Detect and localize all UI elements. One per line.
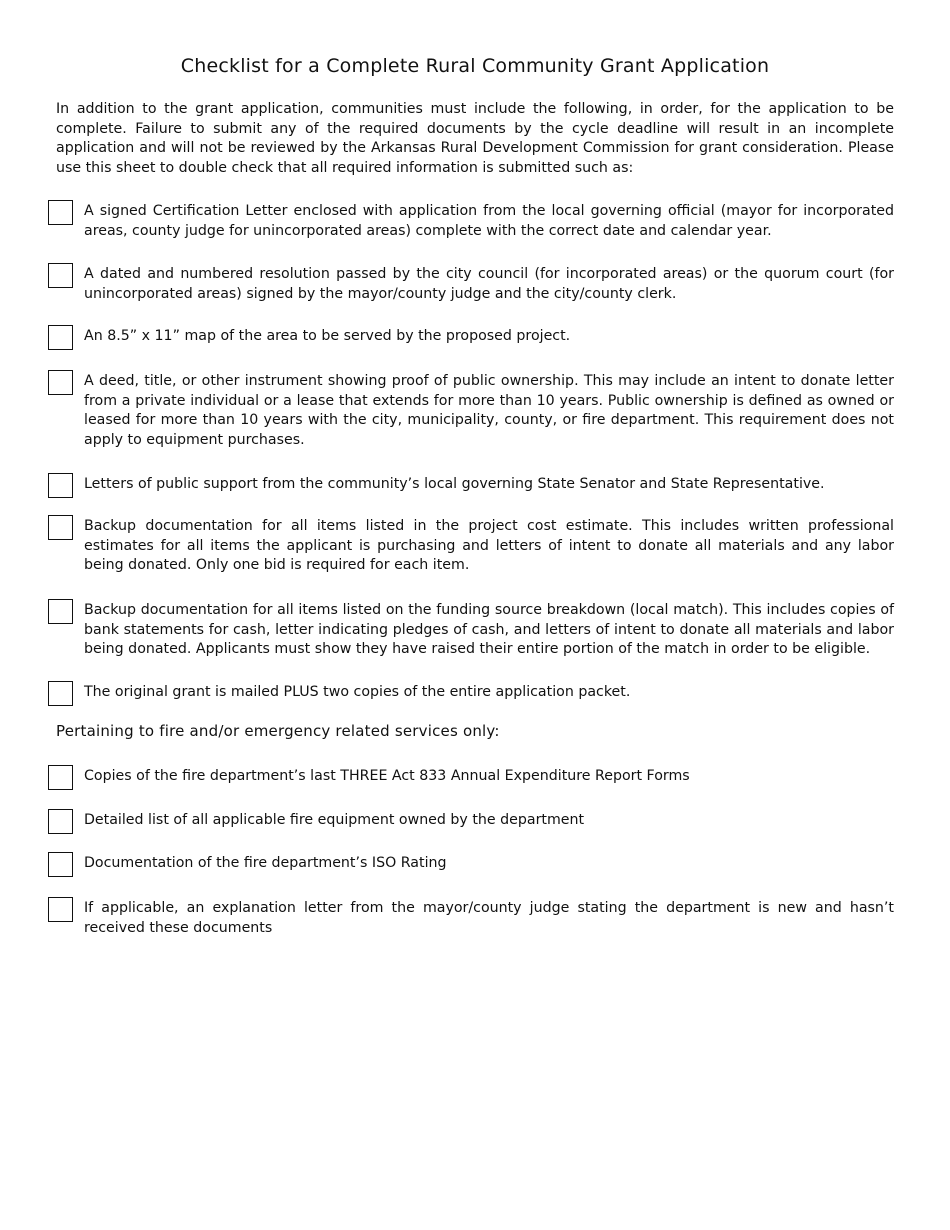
checklist-item-text: The original grant is mailed PLUS two copies of the entire application packet. bbox=[84, 684, 631, 700]
checkbox[interactable] bbox=[48, 852, 73, 877]
checkbox[interactable] bbox=[48, 370, 73, 395]
checklist-item-text: Copies of the fire department’s last THREE Act 833 Annual Expenditure Report Forms bbox=[84, 768, 690, 784]
checklist-item-text: A signed Certification Letter enclosed with application from the local governing official (mayor for incorporated areas, county judge for unincorporated areas) complete with the correct date and calendar year. bbox=[84, 203, 894, 239]
page-title: Checklist for a Complete Rural Community Grant Application bbox=[180, 55, 770, 77]
checklist-item-text: Documentation of the fire department’s ISO Rating bbox=[84, 855, 447, 871]
checkbox[interactable] bbox=[48, 809, 73, 834]
checklist-item-text: A deed, title, or other instrument showing proof of public ownership. This may include an intent to donate letter from a private individual or a lease that extends for more than 10 years. Public ownership is defined as owned or leased for more than 10 years with the city, municipality, county, or fire department. This requirement does not apply to equipment purchases. bbox=[84, 373, 894, 448]
checkbox[interactable] bbox=[48, 681, 73, 706]
intro-paragraph: In addition to the grant application, communities must include the following, in order, for the application to be complete. Failure to submit any of the required documents by the cycle deadline will result in an incomplete application and will not be reviewed by the Arkansas Rural Development Commission for grant consideration. Please use this sheet to double check that all required information is submitted such as: bbox=[56, 101, 894, 176]
checkbox[interactable] bbox=[48, 325, 73, 350]
fire-section-label: Pertaining to fire and/or emergency related services only: bbox=[56, 722, 500, 740]
checkbox[interactable] bbox=[48, 200, 73, 225]
checkbox[interactable] bbox=[48, 515, 73, 540]
checklist-item-text: Detailed list of all applicable fire equipment owned by the department bbox=[84, 812, 585, 828]
checklist-item-text: Backup documentation for all items listed in the project cost estimate. This includes written professional estimates for all items the applicant is purchasing and letters of intent to donate all materials and any labor being donated. Only one bid is required for each item. bbox=[84, 518, 894, 573]
checkbox[interactable] bbox=[48, 897, 73, 922]
checklist-item-text: Backup documentation for all items listed on the funding source breakdown (local match). This includes copies of bank statements for cash, letter indicating pledges of cash, and letters of intent to donate all materials and labor being donated. Applicants must show they have raised their entire portion of the match in order to be eligible. bbox=[84, 602, 894, 657]
checkbox[interactable] bbox=[48, 263, 73, 288]
checkbox[interactable] bbox=[48, 599, 73, 624]
checklist-item-text: If applicable, an explanation letter from the mayor/county judge stating the department is new and hasn’t received these documents bbox=[84, 900, 894, 936]
checklist-item-text: A dated and numbered resolution passed by the city council (for incorporated areas) or the quorum court (for unincorporated areas) signed by the mayor/county judge and the city/county clerk. bbox=[84, 266, 894, 302]
checklist-item-text: An 8.5” x 11” map of the area to be served by the proposed project. bbox=[84, 328, 571, 344]
checkbox[interactable] bbox=[48, 473, 73, 498]
checkbox[interactable] bbox=[48, 765, 73, 790]
checklist-item-text: Letters of public support from the community’s local governing State Senator and State Representative. bbox=[84, 476, 825, 492]
